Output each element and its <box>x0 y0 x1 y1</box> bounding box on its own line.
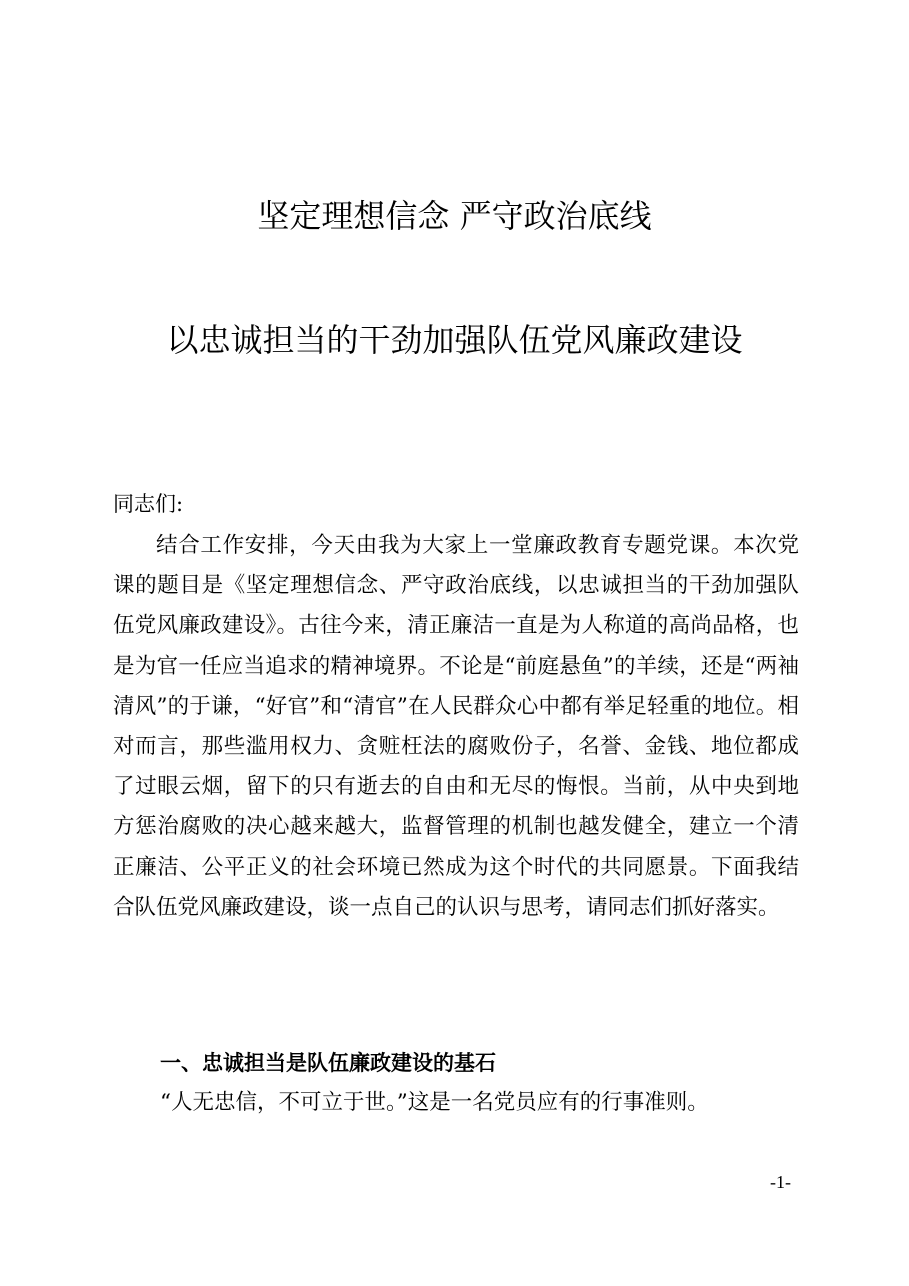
section-heading: 一、忠诚担当是队伍廉政建设的基石 <box>160 1051 496 1075</box>
document-title-line-2: 以忠诚担当的干劲加强队伍党风廉政建设 <box>166 321 743 359</box>
body-paragraph: 结合工作安排，今天由我为大家上一堂廉政教育专题党课。本次党课的题目是《坚定理想信念、严守政治底线，以忠诚担当的干劲加强队伍党风廉政建设》。古往今来，清正廉洁一直是为人称道的高尚品格，也是为官一任应当追求的精神境界。不论是“前庭悬鱼”的羊续，还是“两袖清风”的于谦，“好官”和“清官”在人民群众心中都有举足轻重的地位。相对而言，那些滥用权力、贪赃枉法的腐败份子，名誉、金钱、地位都成了过眼云烟，留下的只有逝去的自由和无尽的悔恨。当前，从中央到地方惩治腐败的决心越来越大，监督管理的机制也越发健全，建立一个清正廉洁、公平正义的社会环境已然成为这个时代的共同愿景。下面我结合队伍党风廉政建设，谈一点自己的认识与思考，请同志们抓好落实。 <box>113 533 799 920</box>
page-number: -1- <box>770 1172 791 1192</box>
section-paragraph-line: “人无忠信，不可立于世。”这是一名党员应有的行事准则。 <box>160 1090 709 1115</box>
document-title-line-1: 坚定理想信念 严守政治底线 <box>257 197 652 235</box>
salutation: 同志们: <box>113 492 184 516</box>
